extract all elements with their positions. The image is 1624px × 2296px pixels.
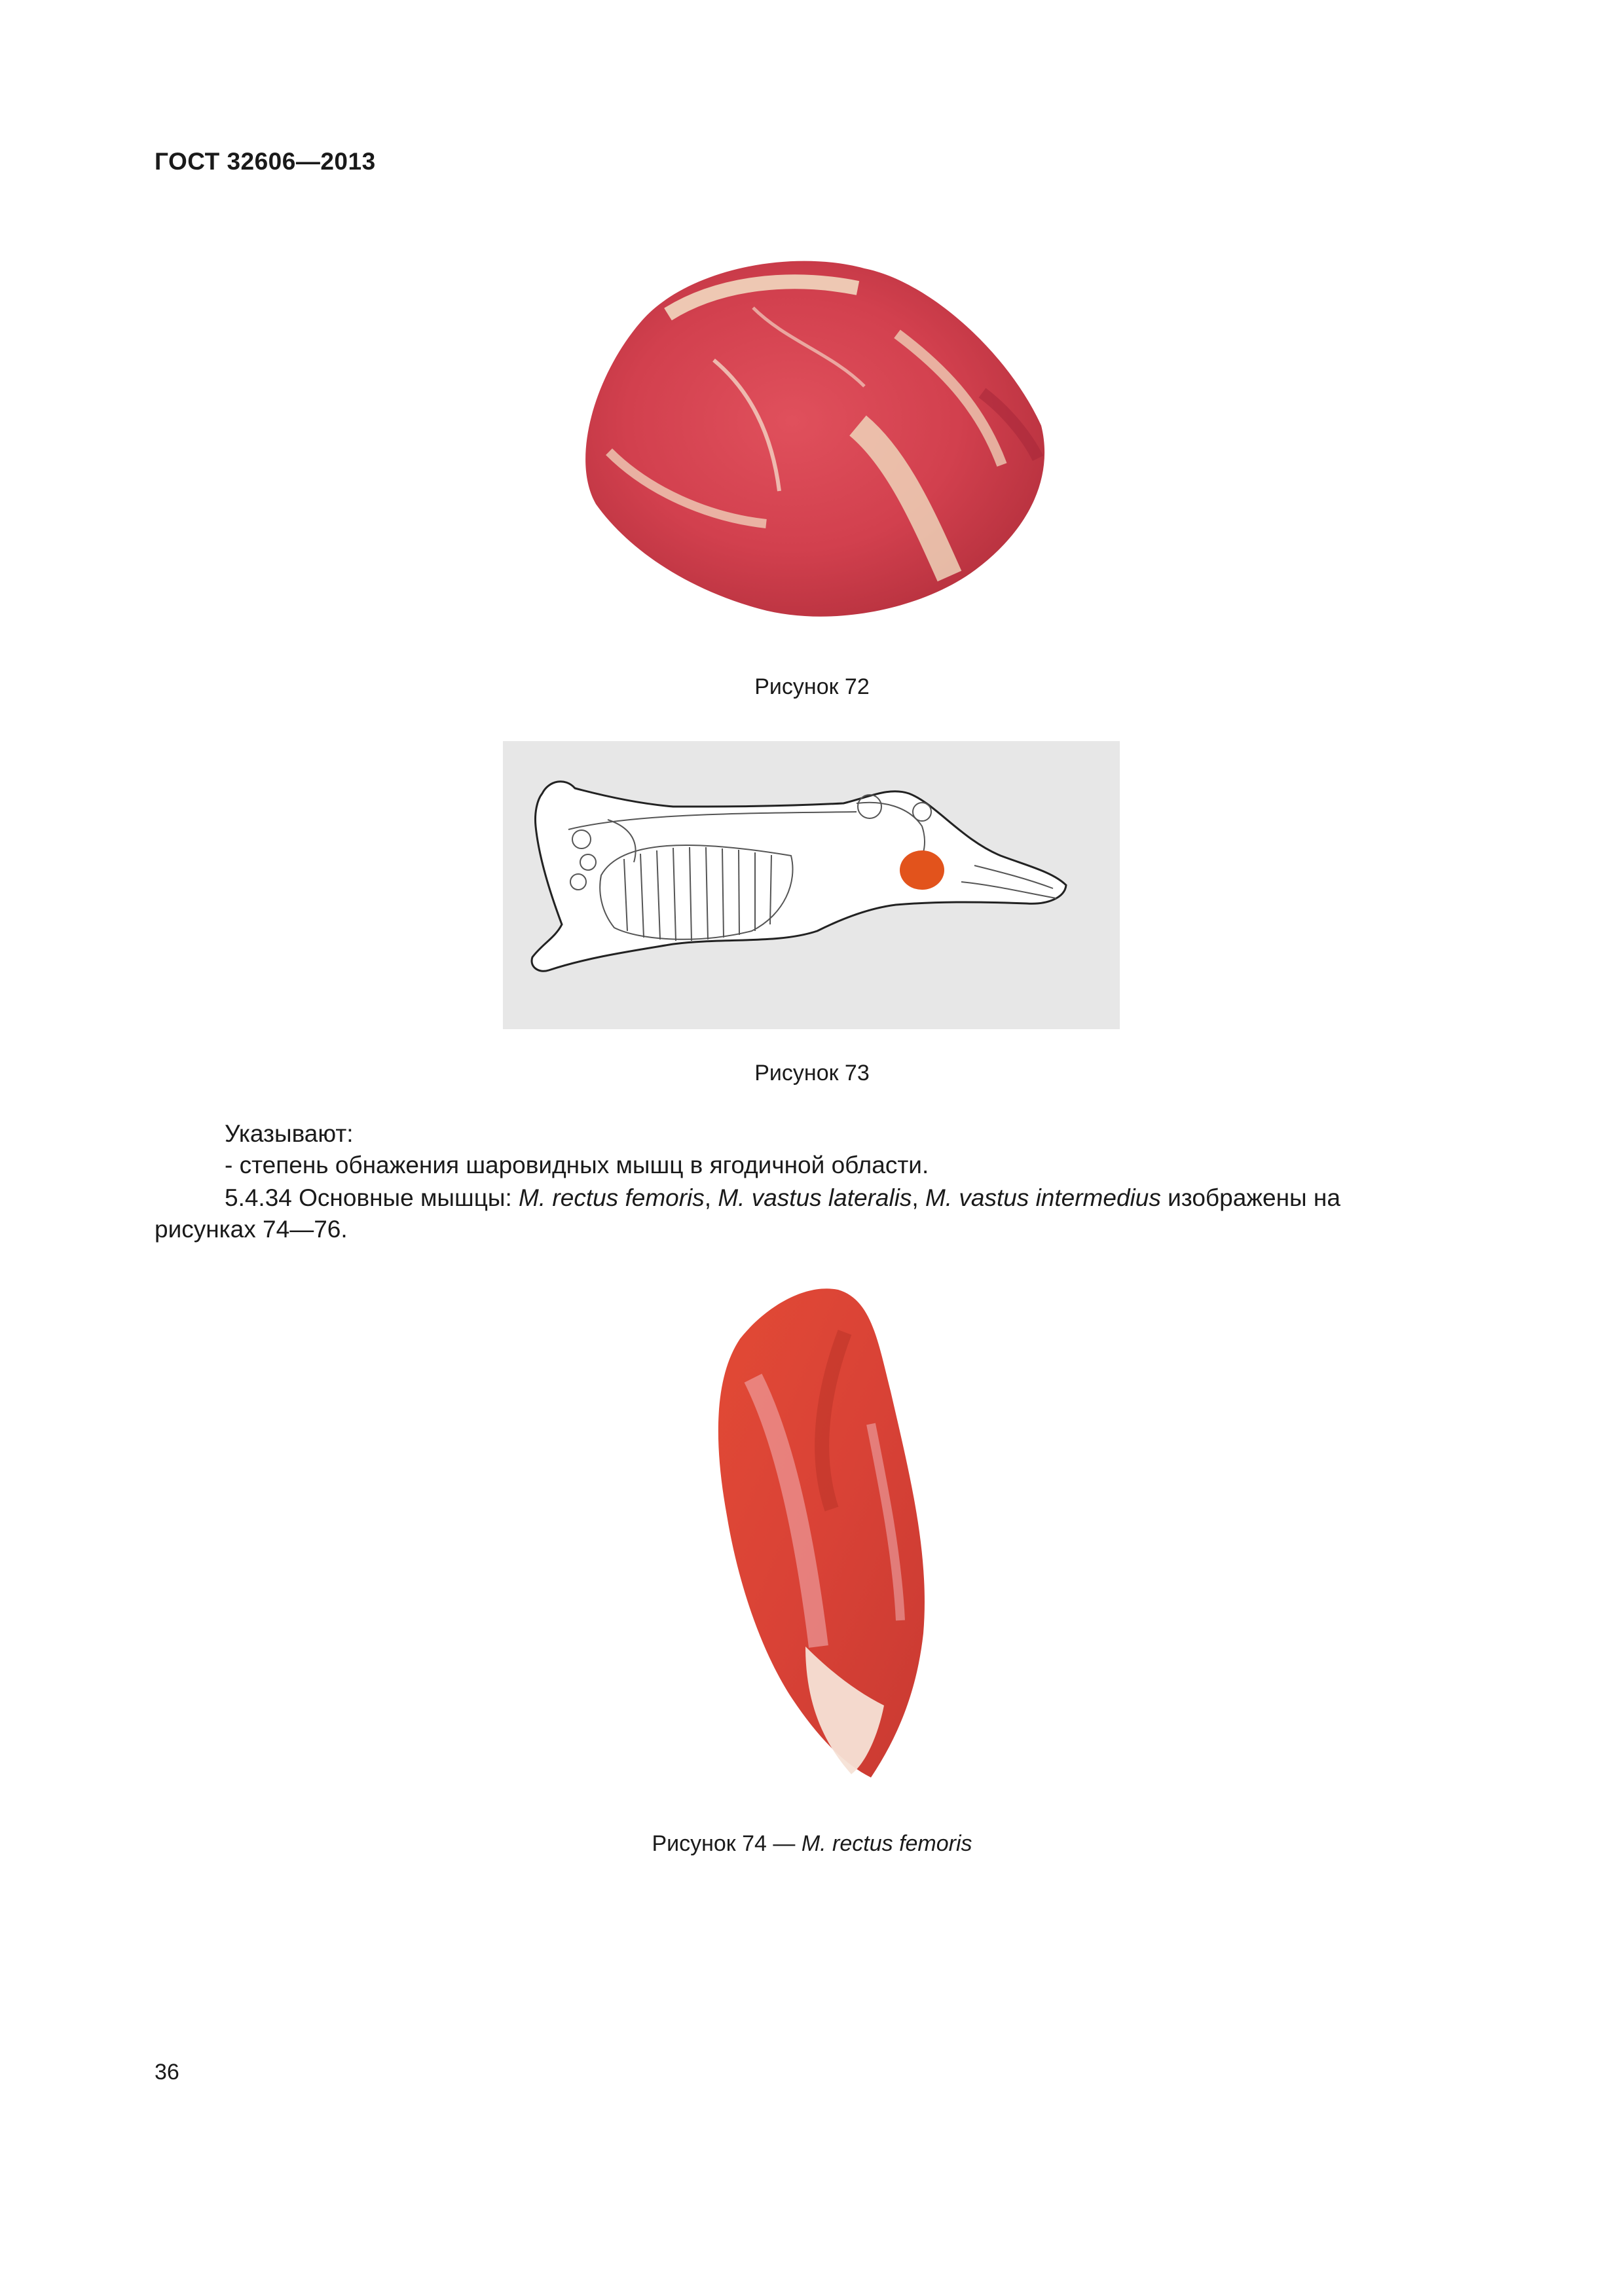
body-line-degree: - степень обнажения шаровидных мышц в ягодичной области.: [225, 1152, 929, 1178]
figure-73-carcass-diagram: [503, 741, 1120, 1029]
separator-2: ,: [912, 1184, 925, 1211]
muscle-name-vastus-intermedius: M. vastus intermedius: [925, 1184, 1161, 1211]
paragraph-text-end: изображены на: [1160, 1184, 1340, 1211]
page-number: 36: [155, 2060, 179, 2085]
figure-74-caption: [0, 1831, 1624, 1857]
body-line-indicate: Указывают:: [225, 1120, 354, 1147]
figure-74-caption-latin: M. rectus femoris: [801, 1831, 972, 1856]
muscle-name-vastus-lateralis: M. vastus lateralis: [718, 1184, 912, 1211]
document-header: ГОСТ 32606—2013: [155, 148, 376, 175]
figure-74-caption-prefix: Рисунок 74 —: [652, 1831, 802, 1856]
body-paragraph-5-4-34: [225, 1182, 1469, 1214]
separator-1: ,: [704, 1184, 718, 1211]
figure-72-meat-photo: [557, 242, 1067, 635]
figure-72-caption: Рисунок 72: [754, 674, 870, 699]
figure-73-caption: Рисунок 73: [754, 1061, 870, 1085]
body-line-figures-ref: рисунках 74—76.: [155, 1216, 348, 1243]
figure-74-muscle-photo: [674, 1280, 950, 1791]
muscle-name-rectus-femoris: M. rectus femoris: [519, 1184, 705, 1211]
paragraph-text-start: 5.4.34 Основные мышцы:: [225, 1184, 519, 1211]
